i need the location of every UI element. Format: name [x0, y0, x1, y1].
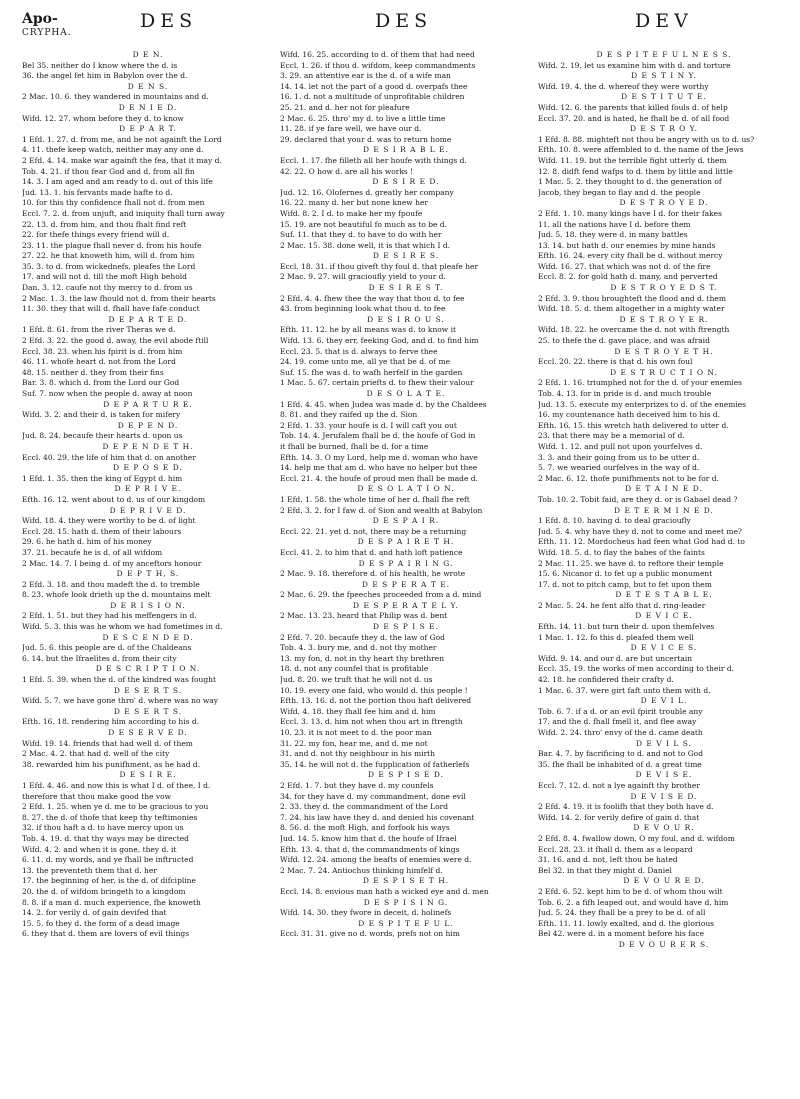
concordance-entry: 22. for thefe things every friend will d. [22, 230, 170, 240]
concordance-entry: 42. 18. he confidered their crafty d. [538, 675, 674, 685]
concordance-entry: 6. 11. d. my words, and ye fhall be inftructed [22, 855, 194, 865]
concordance-entry: Jud. 5. 4. why have they d. not to come and meet me? [538, 526, 742, 536]
headword: D E S I R A B L E. [362, 145, 450, 155]
headword: D E S T I T U T E. [621, 92, 707, 102]
concordance-entry: Eccl. 22. 21. yet d. not, there may be a returning [280, 526, 467, 536]
concordance-entry: 2 Mac. 10. 6. they wandered in mountains and d. [22, 92, 209, 102]
concordance-entry: 10. for this thy confidence fhall not d. from men [22, 198, 205, 208]
concordance-entry: Eccl. 21. 4. the houfe of proud men fhall be made d. [280, 473, 478, 483]
concordance-entry: Jud. 5. 18. they were d. in many battles [538, 230, 688, 240]
concordance-entry: 23. that there may be a memorial of d. [538, 431, 685, 441]
concordance-entry: 13. 14. but hath d. our enemies by mine hands [538, 240, 716, 250]
column-right [538, 50, 790, 1090]
concordance-entry: Jud. 14. 5. know him that d. the houfe of Ifrael [280, 833, 457, 843]
headword: D E S P I T E F U L. [358, 918, 454, 928]
headword: D E S T R O Y. [629, 124, 699, 134]
concordance-entry: Eccl. 3. 13. d. him not when thou art in ftrength [280, 717, 463, 727]
concordance-entry: 1 Efd. 1. 35. then the king of Egypt d. him [22, 473, 183, 483]
headword: D E P A R T E D. [108, 314, 188, 324]
concordance-entry: Wifd. 16. 25. according to d. of them that had need [280, 50, 475, 59]
headword: D E P E N D E T H. [102, 441, 194, 451]
concordance-entry: 1 Mac. 6. 37. were girt faft unto them with d. [538, 685, 711, 695]
concordance-entry: 8. 81. and they raifed up the d. Sion [280, 410, 418, 420]
concordance-entry: Efth. 14. 11. but turn their d. upon themfelves [538, 622, 715, 632]
headword: D E S I R E S T. [368, 283, 444, 293]
concordance-entry: 1 Efd. 1. 58. the whole time of her d. fhall fhe reft [280, 494, 470, 504]
concordance-entry: Efth. 16. 12. went about to d. us of our kingdom [22, 494, 206, 504]
headword: D E S T R O Y E T H. [614, 346, 714, 356]
headword: D E S O L A T E. [366, 389, 446, 398]
concordance-entry: 2 Mac. 7. 24. Antiochus thinking himfelf d. [280, 865, 443, 875]
concordance-entry: 35. 3. to d. from wickednefs, pleafes the Lord [22, 261, 196, 271]
concordance-entry: Eccl. 38. 23. when his fpirit is d. from him [22, 346, 183, 356]
headword: D E S O L A T I O N. [357, 484, 455, 494]
concordance-entry: Wifd. 2. 24. thro' envy of the d. came death [538, 728, 703, 737]
headword: D E S P I S E T H. [362, 876, 450, 886]
concordance-entry: 2 Mac. 5. 24. he fent alfo that d. ring-leader [538, 600, 706, 610]
concordance-entry: Efth. 16. 18. rendering him according to his d. [22, 717, 200, 727]
headword: D E V I C E. [635, 611, 693, 621]
headword: D E S P I S E D. [367, 770, 445, 780]
headword: D E S T I N Y. [631, 71, 697, 81]
concordance-entry: 36. the angel fet him in Babylon over the d. [22, 71, 188, 81]
concordance-entry: 2 Mac. 9. 18. therefore d. of his health, he wrote [280, 569, 466, 579]
headword: D E S P E R A T E L Y. [353, 600, 459, 610]
concordance-entry: 29. declared that your d. was to return home [280, 134, 452, 144]
concordance-entry: 20. the d. of wifdom bringeth to a kingdom [22, 886, 186, 896]
concordance-entry: Jud. 13. 1. his fervants made hafte to d. [22, 187, 173, 197]
concordance-entry: 6. they that d. them are lovers of evil things [22, 929, 190, 939]
concordance-entry: 2 Efd. 3. 22. the good d. away, the evil abode ftill [22, 336, 209, 346]
concordance-entry: 2 Efd. 3. 2. for I faw d. of Sion and wealth at Babylon [280, 505, 483, 515]
concordance-entry: 2 Efd. 4. 4. fhew thee the way that thou d. to fee [280, 293, 465, 303]
concordance-entry: Wifd. 4. 18. they fhall fee him and d. him [280, 706, 436, 716]
concordance-entry: 14. 14. let not the part of a good d. overpafs thee [280, 81, 468, 91]
concordance-entry: Wifd. 13. 6. they err, feeking God, and d. to find him [280, 336, 479, 346]
concordance-entry: 17. d. not to pitch camp, but to fet upon them [538, 579, 712, 589]
concordance-entry: 2 Mac. 6. 29. the fpeeches proceeded from a d. mind [280, 590, 482, 600]
concordance-entry: Eccl. 41. 2. to him that d. and hath loft patience [280, 547, 463, 557]
concordance-entry: Jud. 5. 24. they fhall be a prey to be d. of all [538, 908, 706, 918]
concordance-entry: Jud. 8. 24. becaufe their hearts d. upon us [22, 431, 183, 441]
concordance-entry: 22. 13. d. from him, and thou fhalt find reft [22, 219, 187, 229]
concordance-entry: Suf. 11. that they d. to have to do with her [280, 230, 442, 240]
concordance-entry: Jud. 8. 20. we truft that he will not d. us [280, 675, 433, 685]
concordance-entry: Wifd. 2. 19. let us examine him with d. and torture [538, 60, 731, 70]
concordance-entry: Efth. 10. 8. were affembled to d. the name of the Jews [538, 145, 744, 155]
concordance-entry: 24. 19. come unto me, all ye that be d. of me [280, 357, 451, 367]
concordance-entry: 13. my fon, d. not in thy heart thy brethren [280, 653, 445, 663]
concordance-entry: 8. 23. whofe look drieth up the d. mountains melt [22, 590, 211, 600]
concordance-entry: 25. to thefe the d. gave place, and was afraid [538, 336, 710, 346]
concordance-entry: 2 Efd. 1. 33. your houfe is d. I will caft you out [280, 420, 457, 430]
headword: D E T E S T A B L E. [615, 590, 713, 600]
concordance-entry: 2. 33. they d. the commandment of the Lord [280, 802, 449, 812]
concordance-entry: Efth. 14. 3. O my Lord, help me d. woman who have [280, 452, 478, 462]
running-head-center: DES [375, 10, 433, 32]
concordance-entry: Bel 32. in that they might d. Daniel [538, 865, 672, 875]
concordance-entry: it fhall be burned, fhall be d. for a time [280, 441, 429, 451]
concordance-entry: Eccl. 28. 15. hath d. them of their labours [22, 526, 182, 536]
headword: D E T E R M I N E D. [614, 505, 714, 515]
headword: D E S I R E D. [372, 177, 440, 187]
concordance-entry: 2 Mac. 13. 23. heard that Philip was d. bent [280, 611, 448, 621]
concordance-entry: 5. 7. we wearied ourfelves in the way of d. [538, 463, 700, 473]
concordance-entry: 12. 8. didft fend wafps to d. them by little and little [538, 166, 733, 176]
headword: D E S P I S I N G. [363, 897, 449, 907]
concordance-entry: 2 Efd. 1. 25. when ye d. me to be gracious to you [22, 802, 209, 812]
concordance-entry: Wifd. 16. 27. that which was not d. of the fire [538, 261, 711, 271]
concordance-entry: Tob. 10. 2. Tobit faid, are they d. or is Gabael dead ? [538, 494, 738, 504]
concordance-entry: 16. my countenance hath deceived him to his d. [538, 410, 720, 420]
concordance-entry: Eccl. 18. 31. if thou giveft thy foul d. that pleafe her [280, 261, 479, 271]
headword: D E P R I V E. [114, 484, 182, 494]
concordance-entry: Wifd. 1. 12. and pull not upon yourfelves d. [538, 441, 703, 451]
concordance-entry: Eccl. 1. 26. if thou d. wifdom, keep commandments [280, 60, 476, 70]
headword: D E S C R I P T I O N. [95, 664, 201, 674]
concordance-entry: 1 Efd. 1. 27. d. from me, and be not againft the Lord [22, 134, 222, 144]
concordance-entry: Wifd. 12. 6. the parents that killed fouls d. of help [538, 102, 728, 112]
concordance-entry: 1 Mac. 1. 12. fo this d. pleafed them well [538, 632, 694, 642]
concordance-entry: 1 Mac. 5. 2. they thought to d. the generation of [538, 177, 722, 187]
concordance-entry: 3. 3. and their going from us to be utter d. [538, 452, 700, 462]
concordance-entry: 2 Mac. 6. 25. thro' my d. to live a little time [280, 113, 446, 123]
concordance-entry: 16. 22. many d. her but none knew her [280, 198, 428, 208]
concordance-entry: Efth. 13. 4. that d. the commandments of kings [280, 844, 460, 854]
headword: D E S I R O U S. [367, 314, 445, 324]
headword: D E V I C E S. [630, 643, 698, 653]
concordance-entry: 2 Efd. 4. 14. make war againft the fea, that it may d. [22, 155, 222, 165]
concordance-entry: 8. 8. if a man d. much experience, fhe knoweth [22, 897, 201, 907]
concordance-entry: Bel 35. neither do I know where the d. is [22, 60, 178, 70]
concordance-entry: 2 Mac. 6. 12. thofe punifhments not to be for d. [538, 473, 719, 483]
concordance-entry: Efth. 11. 11. lowly exalted, and d. the glorious [538, 918, 715, 928]
concordance-entry: Tob. 4. 21. if thou fear God and d. from all fin [22, 166, 195, 176]
concordance-entry: Wifd. 3. 2. and their d. is taken for mifery [22, 410, 181, 420]
concordance-entry: 2 Efd. 8. 4. fwallow down, O my foul, and d. wifdom [538, 833, 735, 843]
concordance-entry: Tob. 6. 7. if a d. or an evil fpirit trouble any [538, 706, 703, 716]
concordance-entry: 18. d. not any counfel that is profitable [280, 664, 429, 674]
concordance-entry: 2 Mac. 15. 38. done well, it is that which I d. [280, 240, 451, 250]
headword: D E S C E N D E D. [102, 632, 194, 642]
concordance-entry: 6. 14. but the Ifraelites d. from their city [22, 653, 177, 663]
concordance-entry: Jud. 13. 5. execute my enterprizes to d. of the enemies [538, 399, 747, 409]
concordance-entry: 11. all the nations have I d. before them [538, 219, 691, 229]
concordance-entry: 27. 22. he that knoweth him, will d. from him [22, 251, 195, 261]
headword: D E V O U R. [633, 823, 695, 833]
running-head-left: DES [140, 10, 198, 32]
concordance-entry: Wifd. 19. 4. the d. whereof they were worthy [538, 81, 709, 91]
concordance-entry: Suf. 7. now when the people d. away at noon [22, 389, 193, 398]
concordance-entry: Wifd. 5. 3. this was he whom we had fometimes in d. [22, 622, 223, 632]
concordance-entry: Suf. 15. fhe was d. to wafh herfelf in the garden [280, 367, 463, 377]
concordance-entry: 4. 11. thefe keep watch, neither may any one d. [22, 145, 204, 155]
headword: D E V I S E. [635, 770, 693, 780]
headword: D E P E N D. [117, 420, 179, 430]
concordance-entry: 2 Mac. 14. 7. I being d. of my anceftors honour [22, 558, 202, 568]
headword: D E S T R O Y E D S T. [610, 283, 718, 293]
concordance-entry: Eccl. 7. 2. d. from unjuft, and iniquity fhall turn away [22, 208, 225, 218]
headword: D E S P I S E. [373, 622, 439, 632]
concordance-entry: Dan. 3. 12. caufe not thy mercy to d. from us [22, 283, 193, 293]
headword: D E V O U R E D. [623, 876, 705, 886]
concordance-entry: 1 Efd. 5. 39. when the d. of the kindred was fought [22, 675, 216, 685]
concordance-entry: 14. help me that am d. who have no helper but thee [280, 463, 478, 473]
section-label: Apo- [22, 11, 58, 27]
concordance-entry: Wifd. 18. 5. d. to flay the babes of the faints [538, 547, 705, 557]
concordance-entry: 2 Mac. 9. 27. will gracioufly yield to your d. [280, 272, 446, 282]
concordance-entry: Eccl. 7. 12. d. not a lye againft thy brother [538, 780, 700, 790]
concordance-entry: Eccl. 37. 20. and is hated, he fhall be d. of all food [538, 113, 730, 123]
concordance-entry: Wifd. 19. 14. friends that had well d. of them [22, 738, 193, 748]
running-head-right: DEV [635, 10, 693, 32]
concordance-entry: 35. 14. he will not d. the fupplication of fatherlefs [280, 759, 470, 769]
concordance-entry: 48. 15. neither d. they from their fins [22, 367, 164, 377]
headword: D E V O U R E R S. [618, 939, 710, 949]
concordance-entry: 37. 21. becaufe he is d. of all wifdom [22, 547, 163, 557]
concordance-entry: 11. 28. if ye fare well, we have our d. [280, 124, 422, 134]
headword: D E S T R O Y E D. [619, 198, 709, 208]
column-left [22, 50, 274, 1090]
concordance-entry: Eccl. 35. 19. the works of men according to their d. [538, 664, 735, 674]
concordance-entry: Bar. 3. 8. which d. from the Lord our God [22, 378, 180, 388]
headword: D E S I R E. [119, 770, 177, 780]
concordance-entry: Efth. 13. 16. d. not the portion thou haft delivered [280, 696, 472, 706]
concordance-entry: 23. 11. the plague fhall never d. from his houfe [22, 240, 202, 250]
section-sublabel: CRYPHA. [22, 28, 72, 38]
concordance-entry: 8. 27. the d. of thofe that keep thy teftimonies [22, 812, 198, 822]
concordance-entry: 3. 29. an attentive ear is the d. of a wife man [280, 71, 451, 81]
headword: D E S P E R A T E. [361, 579, 451, 589]
concordance-entry: 35. fhe fhall be inhabited of d. a great time [538, 759, 702, 769]
concordance-entry: 1 Efd. 4. 45. when Judea was made d. by the Chaldees [280, 399, 487, 409]
concordance-entry: 11. 30. they that will d. fhall have fafe conduct [22, 304, 200, 314]
headword: D E P R I V E D. [109, 505, 187, 515]
concordance-entry: 14. 2. for verily d. of gain devifed that [22, 908, 167, 918]
headword: D E P O S E D. [113, 463, 183, 473]
headword: D E S E R V E D. [108, 728, 188, 737]
concordance-entry: 15. 6. Nicanor d. to fet up a public monument [538, 569, 713, 579]
concordance-entry: Wifd. 8. 2. I d. to make her my fpoufe [280, 208, 423, 218]
concordance-entry: Eccl. 20. 22. there is that d. his own foul [538, 357, 693, 367]
concordance-entry: Wifd. 18. 4. they were worthy to be d. of light [22, 516, 196, 526]
concordance-entry: 1 Efd. 8. 10. having d. to deal gracioufly [538, 516, 691, 526]
concordance-entry: 1 Efd. 4. 46. and now this is what I d. of thee, I d. [22, 780, 211, 790]
concordance-entry: 10. 23. it is not meet to d. the poor man [280, 728, 432, 737]
concordance-entry: Eccl. 14. 8. envious man hath a wicked eye and d. men [280, 886, 489, 896]
concordance-entry: Wifd. 5. 7. we have gone thro' d. where was no way [22, 696, 219, 706]
concordance-entry: 15. 19. are not beautiful fo much as to be d. [280, 219, 448, 229]
concordance-entry: 7. 24. his law have they d. and denied his covenant [280, 812, 475, 822]
headword: D E S T R O Y E R. [619, 314, 709, 324]
headword: D E N S. [127, 81, 169, 91]
concordance-entry: 42. 22. O how d. are all his works ! [280, 166, 414, 176]
concordance-entry: 2 Mac. 4. 2. that had d. well of the city [22, 749, 170, 759]
concordance-entry: Jud. 12. 16. Olofernes d. greatly her company [280, 187, 454, 197]
headword: D E P A R T. [119, 124, 177, 134]
concordance-entry: Eccl. 8. 2. for gold hath d. many, and perverted [538, 272, 718, 282]
concordance-entry: 13. the preventeth them that d. her [22, 865, 157, 875]
concordance-entry: Eccl. 31. 31. give no d. words, prefs not on him [280, 929, 460, 939]
headword: D E S I R E S. [372, 251, 440, 261]
concordance-entry: 17. and will not d. till the moft High behold [22, 272, 187, 282]
headword: D E V I L. [640, 696, 688, 706]
concordance-entry: 31. 16. and d. not, left thou be hated [538, 855, 678, 865]
concordance-entry: Eccl. 40. 29. the life of him that d. on another [22, 452, 196, 462]
concordance-entry: 2 Efd. 1. 10. many kings have I d. for their fakes [538, 208, 722, 218]
headword: D E N I E D. [118, 102, 178, 112]
concordance-entry: 2 Mac. 11. 25. we have d. to reftore their temple [538, 558, 724, 568]
concordance-entry: 1 Mac. 5. 67. certain priefts d. to fhew their valour [280, 378, 474, 388]
concordance-entry: 38. rewarded him his punifhment, as he had d. [22, 759, 201, 769]
concordance-entry: Wifd. 14. 30. they fwore in deceit, d. holinefs [280, 908, 452, 918]
concordance-entry: 17. the beginning of her, is the d. of difcipline [22, 876, 196, 886]
concordance-entry: 1 Efd. 8. 88. mighteft not thou be angry with us to d. us? [538, 134, 755, 144]
concordance-entry: Tob. 4. 19. d. that thy ways may be directed [22, 833, 189, 843]
headword: D E V I S E D. [630, 791, 698, 801]
concordance-entry: Wifd. 18. 22. he overcame the d. not with ftrength [538, 325, 730, 335]
concordance-entry: therefore that thou make good the vow [22, 791, 172, 801]
concordance-entry: Efth. 16. 24. every city fhall be d. without mercy [538, 251, 723, 261]
headword: D E S E R T S. [113, 706, 183, 716]
headword: D E S P I T E F U L N E S S. [596, 50, 732, 59]
concordance-entry: Tob. 6. 2. a fifh leaped out, and would have d. him [538, 897, 729, 907]
concordance-entry: 16. 1. d. not a multitude of unprofitable children [280, 92, 465, 102]
concordance-entry: 14. 3. I am aged and am ready to d. out of this life [22, 177, 213, 187]
concordance-entry: Tob. 4. 13. for in pride is d. and much trouble [538, 389, 712, 398]
concordance-entry: Tob. 4. 3. bury me, and d. not thy mother [280, 643, 437, 653]
concordance-entry: 2 Efd. 4. 19. it is foolifh that they both have d. [538, 802, 714, 812]
concordance-entry: Efth. 11. 12. Mordocheus had feen what God had d. to [538, 537, 745, 547]
headword: D E S P A I R E T H. [357, 537, 455, 547]
headword: D E S E R T S. [113, 685, 183, 695]
concordance-entry: 2 Mac. 1. 3. the law fhould not d. from their hearts [22, 293, 216, 303]
concordance-entry: 2 Efd. 1. 16. triumphed not for the d. of your enemies [538, 378, 742, 388]
headword: D E P A R T U R E. [103, 399, 193, 409]
column-middle [280, 50, 532, 1090]
concordance-entry: 10. 19. every one faid, who would d. this people ! [280, 685, 468, 695]
headword: D E N. [132, 50, 164, 59]
concordance-entry: 29. 6. he hath d. him of his money [22, 537, 152, 547]
headword: D E S P A I R. [372, 516, 440, 526]
concordance-entry: 2 Efd. 1. 51. but they had his meffengers in d. [22, 611, 197, 621]
concordance-entry: Tob. 14. 4. Jerufalem fhall be d. the houfe of God in [280, 431, 476, 441]
concordance-entry: Bar. 4. 7. by facrificing to d. and not to God [538, 749, 703, 759]
concordance-entry: Wifd. 11. 19. but the terrible fight utterly d. them [538, 155, 727, 165]
concordance-entry: Eccl. 1. 17. fhe filleth all her houfe with things d. [280, 155, 467, 165]
concordance-entry: 25. 21. and d. her not for pleafure [280, 102, 410, 112]
concordance-entry: Eccl. 23. 5. that is d. always to ferve thee [280, 346, 438, 356]
concordance-entry: Wifd. 4. 2. and when it is gone, they d. it [22, 844, 177, 854]
concordance-entry: Efth. 16. 15. this wretch hath delivered to utter d. [538, 420, 729, 430]
concordance-entry: 2 Efd. 7. 20. becaufe they d. the law of God [280, 632, 445, 642]
headword: D E T A I N E D. [625, 484, 703, 494]
concordance-entry: 32. if thou haft a d. to have mercy upon us [22, 823, 184, 833]
concordance-entry: Wifd. 14. 2. for verily defire of gain d. that [538, 812, 700, 822]
concordance-entry: 2 Efd. 1. 7. but they have d. my counfels [280, 780, 434, 790]
concordance-entry: 15. 5. fo they d. the form of a dead image [22, 918, 180, 928]
headword: D E R I S I O N. [110, 600, 186, 610]
concordance-entry: 2 Efd. 6. 52. kept him to be d. of whom thou wilt [538, 886, 723, 896]
concordance-entry: Jud. 5. 6. this people are d. of the Chaldeans [22, 643, 192, 653]
headword: D E S T R U C T I O N. [610, 367, 718, 377]
section-header [22, 12, 72, 40]
concordance-entry: Bel 42. were d. in a moment before his face [538, 929, 705, 939]
concordance-entry: Eccl. 28. 23. it fhall d. them as a leopard [538, 844, 693, 854]
headword: D E S P A I R I N G. [358, 558, 454, 568]
concordance-entry: 17. and the d. fhall fmell it, and flee away [538, 717, 697, 727]
concordance-entry: Wifd. 9. 14. and our d. are but uncertain [538, 653, 693, 663]
concordance-entry: 2 Efd. 3. 18. and thou madeft the d. to tremble [22, 579, 200, 589]
concordance-entry: 31. and d. not thy neighbour in his mirth [280, 749, 436, 759]
concordance-entry: Wifd. 12. 24. among the beafts of enemies were d. [280, 855, 472, 865]
concordance-entry: Wifd. 18. 5. d. them altogether in a mighty water [538, 304, 725, 314]
concordance-entry: Efth. 11. 12. he by all means was d. to know it [280, 325, 457, 335]
concordance-entry: 34. for they have d. my commandment, done evil [280, 791, 466, 801]
headword: D E P T H, S. [116, 569, 180, 579]
headword: D E V I L S. [635, 738, 693, 748]
concordance-entry: Wifd. 12. 27. whom before they d. to know [22, 113, 184, 123]
concordance-entry: Jacob, they began to flay and d. the people [538, 187, 701, 197]
concordance-entry: 1 Efd. 8. 61. from the river Theras we d. [22, 325, 176, 335]
concordance-entry: 43. from beginning look what thou d. to fee [280, 304, 446, 314]
concordance-entry: 31. 22. my fon, hear me, and d. me not [280, 738, 428, 748]
concordance-entry: 2 Efd. 3. 9. thou broughteft the flood and d. them [538, 293, 726, 303]
concordance-entry: 46. 11. whofe heart d. not from the Lord [22, 357, 176, 367]
concordance-entry: 8. 56. d. the moft High, and forfook his ways [280, 823, 450, 833]
